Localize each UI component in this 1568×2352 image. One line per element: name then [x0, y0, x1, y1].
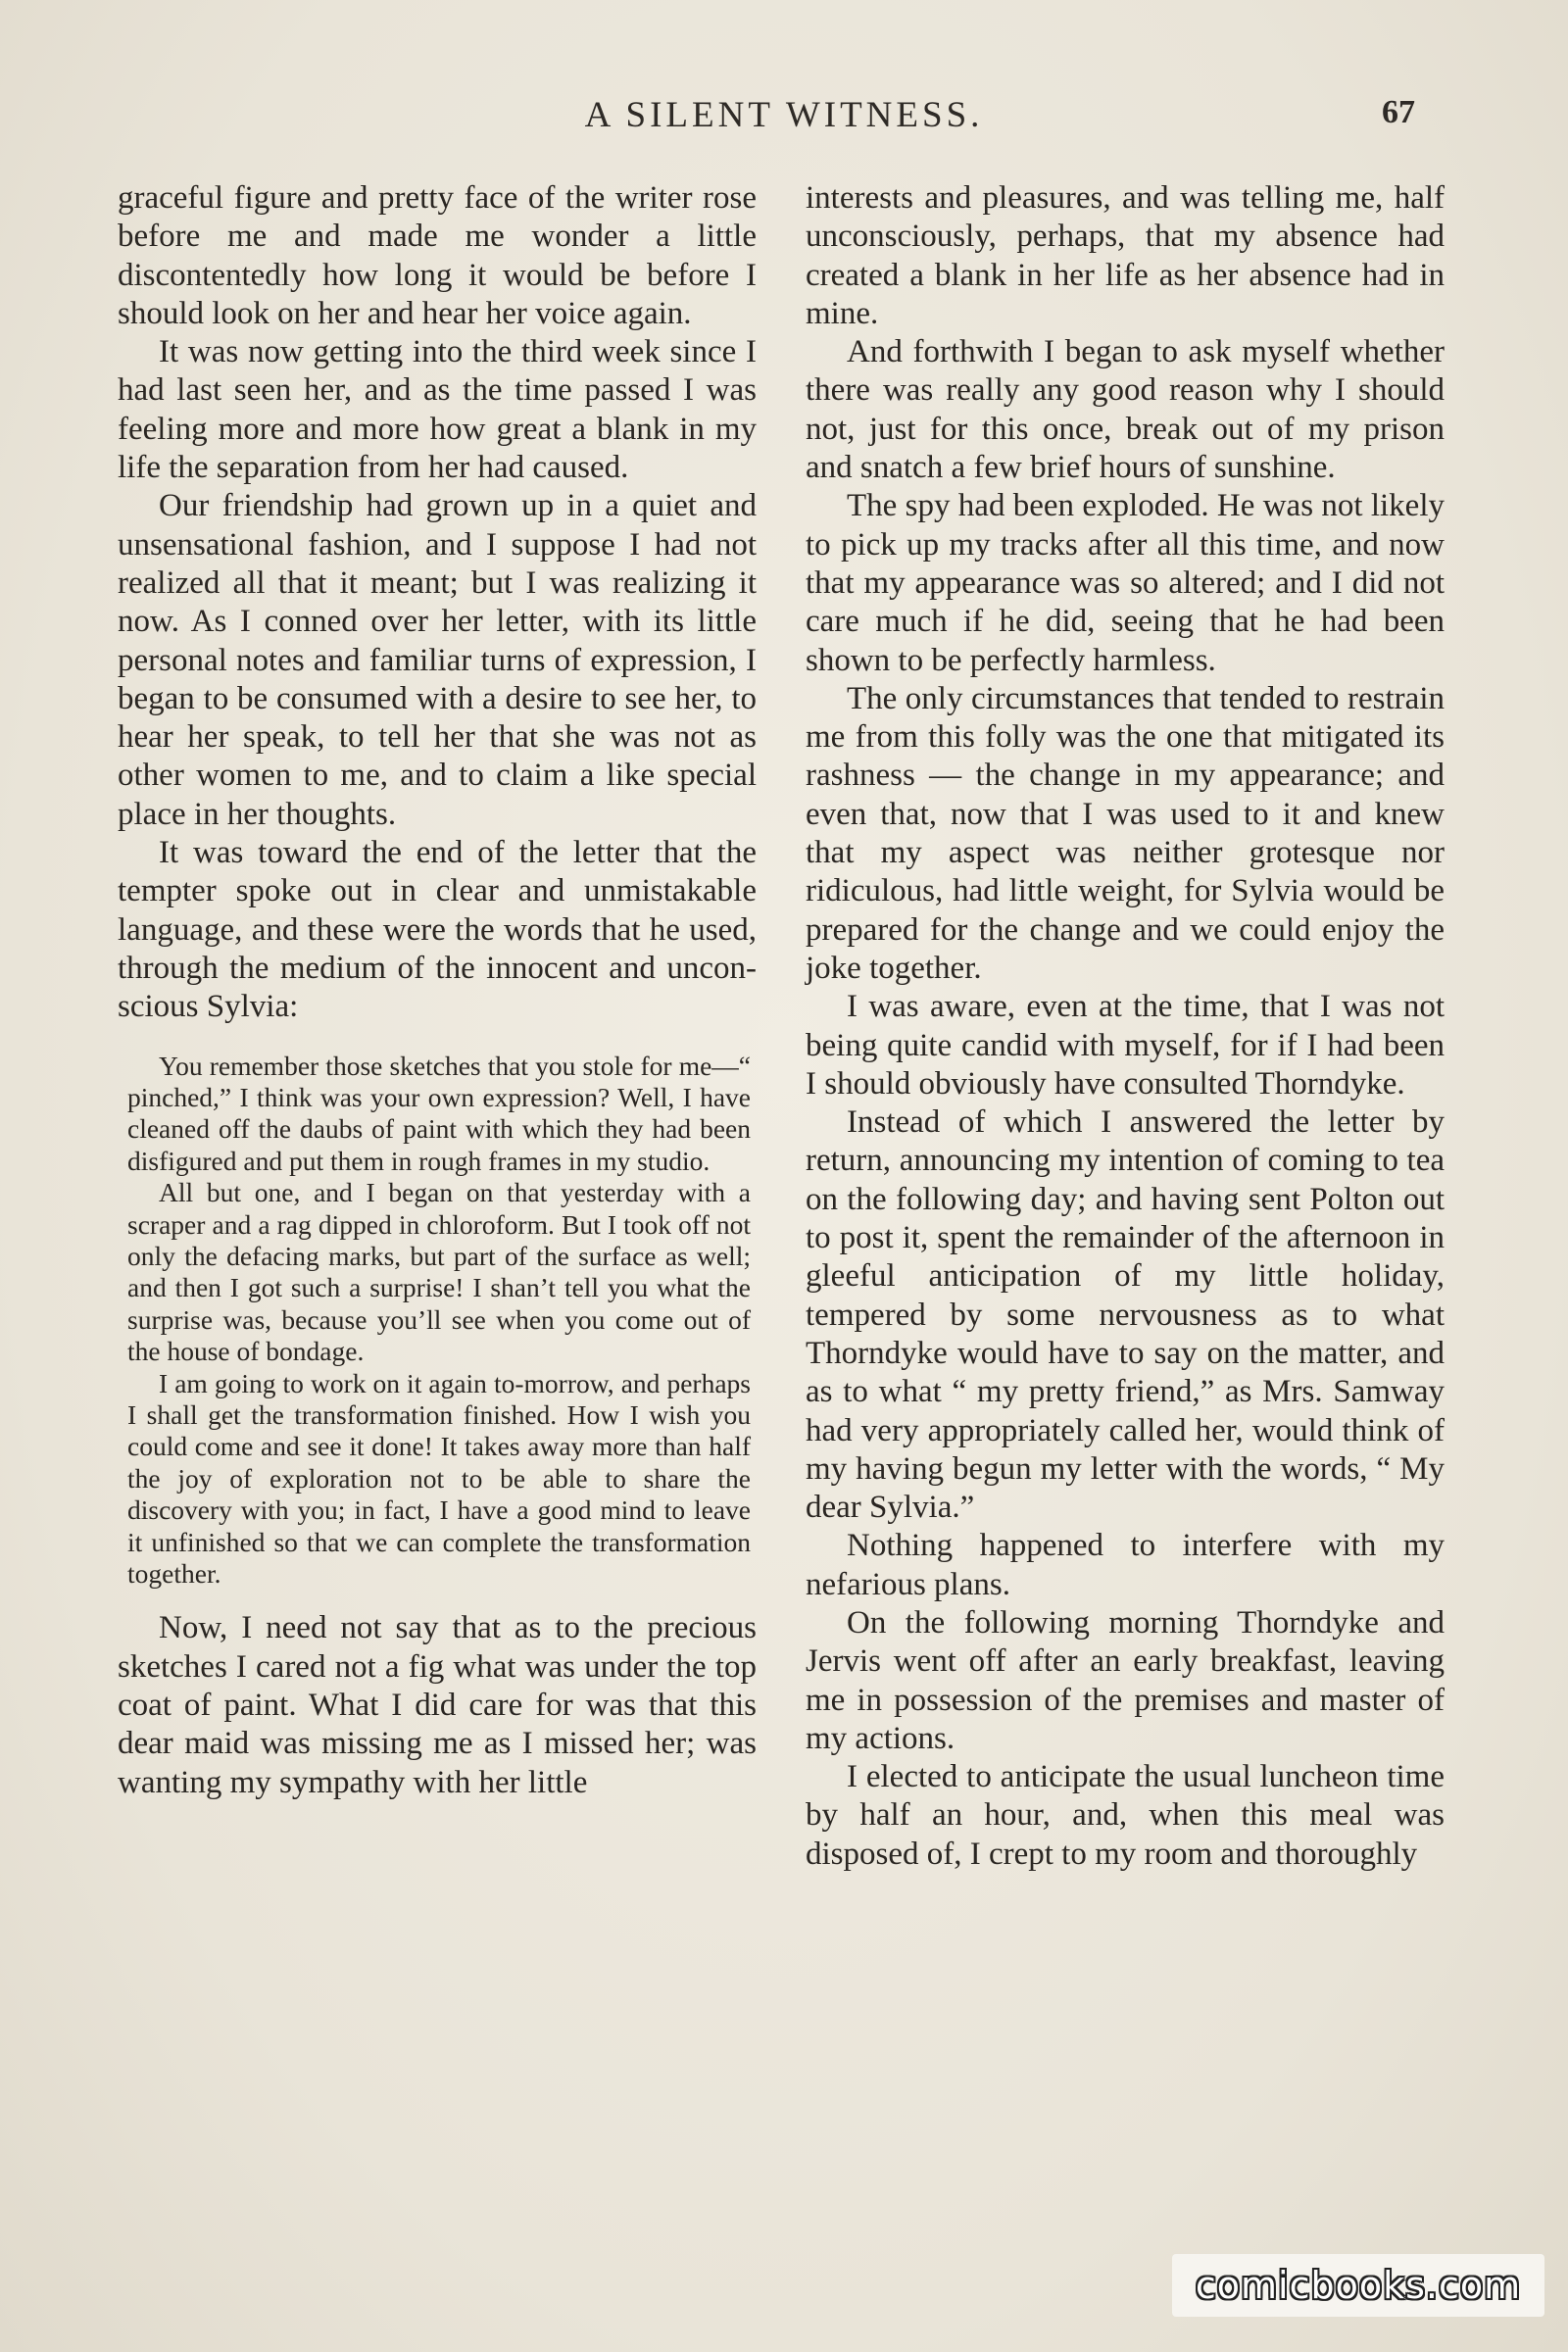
running-title: A SILENT WITNESS. — [584, 95, 984, 135]
running-header — [0, 94, 1568, 143]
paragraph: On the following morning Thorndyke and Jervis went off after an early breakfast, leaving me in possession of the premises and master of my actions. — [806, 1604, 1445, 1756]
quoted-letter — [118, 1051, 757, 1591]
paragraph: It was toward the end of the letter that the tempter spoke out in clear and unmistakable language, and these were the words that he used, through the medium of the innocent and unconscious Sylvia: — [118, 835, 757, 1025]
left-column — [118, 179, 757, 1802]
paragraph: And forthwith I began to ask myself whether there was really any good reason why I should not, just for this once, break out of my prison and snatch a few brief hours of sunshine. — [806, 334, 1445, 486]
paragraph: Now, I need not say that as to the precious sketches I cared not a fig what was under the top coat of paint. What I did care for was that this dear maid was missing me as I missed her; was wanting my sympathy with her little — [118, 1610, 757, 1800]
paragraph: I elected to anticipate the usual luncheon time by half an hour, and, when this meal was disposed of, I crept to my room and thoroughly — [806, 1759, 1445, 1872]
watermark-badge — [1172, 2254, 1544, 2317]
paragraph: interests and pleasures, and was telling me, half unconsciously, perhaps, that my absence had created a blank in her life as her absence had in mine. — [806, 180, 1445, 331]
letter-paragraph: I am going to work on it again to-morrow, and perhaps I shall get the transformation finished. How I wish you could come and see it done! It takes away more than half the joy of exploration not to be able to share the discovery with you; in fact, I have a good mind to leave it unfinished so that we can complete the transformation together. — [127, 1367, 751, 1590]
letter-paragraph: You remember those sketches that you stole for me—“ pinched,” I think was your own expression? Well, I have cleaned off the daubs of paint with which they had been disfigured and put them in rough frames in my studio. — [127, 1050, 751, 1176]
page-number: 67 — [1382, 94, 1415, 130]
watermark-text: comicbooks.com — [1195, 2264, 1522, 2307]
paragraph: Our friendship had grown up in a quiet and unsensational fashion, and I suppose I had not realized all that it meant; but I was realizing it now. As I conned over her letter, with its little personal notes and familiar turns of expression, I began to be consumed with a desire to see her, to hear her speak, to tell her that she was not as other women to me, and to claim a like special place in her thoughts. — [118, 488, 757, 832]
paragraph: The spy had been exploded. He was not likely to pick up my tracks after all this time, and now that my appearance was so altered; and I did not care much if he did, seeing that he had been shown to be perfectly harmless. — [806, 488, 1445, 678]
paragraph: The only circumstances that tended to restrain me from this folly was the one that mitigated its rashness — the change in my appearance; and even that, now that I was used to it and knew that my aspect was neither grotesque nor ridiculous, had little weight, for Sylvia would be prepared for the change and we could enjoy the joke together. — [806, 680, 1445, 986]
paragraph: It was now getting into the third week since I had last seen her, and as the time passed I was feeling more and more how great a blank in my life the separation from her had caused. — [118, 334, 757, 486]
paragraph: Nothing happened to interfere with my nefarious plans. — [806, 1528, 1445, 1602]
paragraph: Instead of which I answered the letter by return, announcing my intention of coming to tea on the following day; and having sent Polton out to post it, spent the remainder of the afternoon in gleeful anticipation of my little holiday, tempered by some nervousness as to what Thorndyke would have to say on the matter, and as to what “ my pretty friend,” as Mrs. Samway had very appropriately called her, would think of my having begun my letter with the words, “ My dear Sylvia.” — [806, 1104, 1445, 1526]
paragraph: graceful figure and pretty face of the writer rose before me and made me wonder a little discontentedly how long it would be before I should look on her and hear her voice again. — [118, 180, 757, 331]
letter-paragraph: All but one, and I began on that yesterday with a scraper and a rag dipped in chloroform. But I took off not only the defacing marks, but part of the surface as well; and then I got such a surprise! I shan’t tell you what the surprise was, because you’ll see when you come out of the house of bondage. — [127, 1177, 751, 1367]
paragraph: I was aware, even at the time, that I was not being quite candid with myself, for if I had been I should obviously have consulted Thorndyke. — [806, 989, 1445, 1102]
right-column — [806, 179, 1445, 1874]
